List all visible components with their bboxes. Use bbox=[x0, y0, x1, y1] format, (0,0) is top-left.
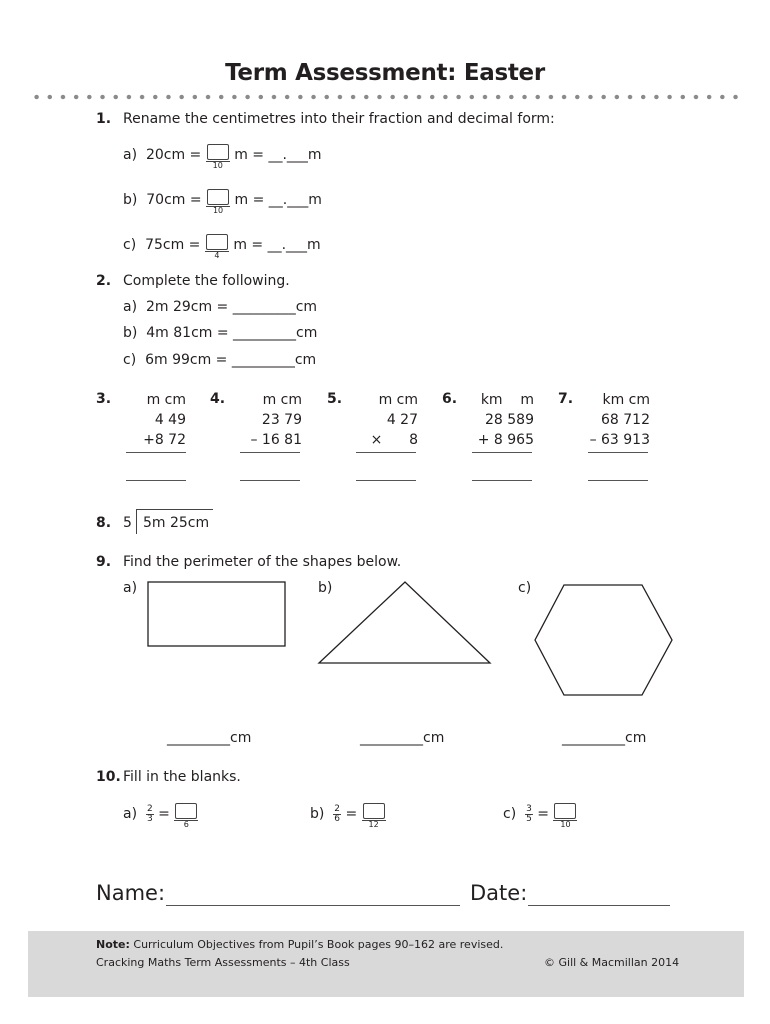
item-label: c) bbox=[123, 237, 137, 253]
q6-number: 6. bbox=[442, 391, 458, 407]
column-header: km m bbox=[480, 392, 534, 408]
note-text: Curriculum Objectives from Pupil’s Book pages 90–162 are revised. bbox=[129, 938, 504, 951]
given-fraction: $\frac{2}{6}$ bbox=[334, 803, 340, 824]
item-label: c) bbox=[123, 352, 137, 368]
q9-answer-a[interactable]: _________cm bbox=[167, 730, 252, 746]
name-field[interactable] bbox=[166, 905, 460, 906]
item-label: a) bbox=[123, 147, 138, 163]
hexagon-shape bbox=[535, 585, 672, 695]
q9-label-c: c) bbox=[518, 580, 532, 596]
footer-copyright: © Gill & Macmillan 2014 bbox=[544, 956, 680, 969]
date-label: Date: bbox=[470, 881, 528, 905]
item-text: 2m 29cm = _________cm bbox=[145, 299, 318, 315]
column-row-1: 4 27 bbox=[386, 412, 418, 428]
fraction-answer-box[interactable]: 6 bbox=[174, 803, 198, 825]
rectangle-shape bbox=[148, 582, 285, 646]
column-row-2: +8 72 bbox=[143, 432, 186, 448]
item-text: 4m 81cm = _________cm bbox=[146, 325, 318, 341]
column-header: m cm bbox=[146, 392, 186, 408]
q2-number: 2. bbox=[96, 273, 112, 289]
q1-prompt: Rename the centimetres into their fraction and decimal form: bbox=[123, 111, 555, 127]
q8-dividend: 5m 25cm bbox=[143, 515, 210, 531]
fraction-answer-box[interactable]: 12 bbox=[362, 803, 386, 825]
q5-number: 5. bbox=[327, 391, 343, 407]
item-label: b) bbox=[123, 325, 138, 341]
q10-item-b: b) $\frac{2}{6}$ = 12 bbox=[310, 803, 386, 825]
fraction-answer-box[interactable]: 10 bbox=[206, 144, 230, 166]
given-fraction: $\frac{3}{5}$ bbox=[526, 803, 532, 824]
column-row-2: – 63 913 bbox=[589, 432, 650, 448]
q9-answer-b[interactable]: _________cm bbox=[360, 730, 445, 746]
item-rhs: m = __.___m bbox=[233, 237, 321, 253]
item-rhs: m = __.___m bbox=[234, 147, 322, 163]
item-lhs: 20cm = bbox=[145, 147, 202, 163]
fraction-answer-box[interactable]: 10 bbox=[553, 803, 577, 825]
q1-number: 1. bbox=[96, 111, 112, 127]
triangle-shape bbox=[319, 582, 490, 663]
item-label: b) bbox=[310, 806, 325, 822]
q9-label-b: b) bbox=[318, 580, 333, 596]
q4-number: 4. bbox=[210, 391, 226, 407]
item-lhs: 70cm = bbox=[146, 192, 202, 208]
item-label: a) bbox=[123, 299, 138, 315]
given-fraction: $\frac{2}{3}$ bbox=[146, 803, 153, 824]
q7-number: 7. bbox=[558, 391, 574, 407]
q10-number: 10. bbox=[96, 769, 121, 785]
page-title: Term Assessment: Easter bbox=[225, 60, 545, 86]
item-label: b) bbox=[123, 192, 138, 208]
q10-item-a: a) $\frac{2}{3}$ = 6 bbox=[123, 803, 198, 825]
q9-prompt: Find the perimeter of the shapes below. bbox=[123, 554, 402, 570]
footer-note bbox=[96, 937, 503, 953]
item-rhs: m = __.___m bbox=[234, 192, 322, 208]
q8-number: 8. bbox=[96, 515, 112, 531]
q8-divisor: 5 bbox=[123, 515, 132, 531]
column-header: m cm bbox=[262, 392, 302, 408]
column-row-2: – 16 81 bbox=[250, 432, 302, 448]
name-label: Name: bbox=[96, 881, 166, 905]
item-label: c) bbox=[503, 806, 517, 822]
column-row-1: 23 79 bbox=[261, 412, 302, 428]
date-field[interactable] bbox=[528, 905, 670, 906]
column-row-1: 4 49 bbox=[154, 412, 186, 428]
q9-number: 9. bbox=[96, 554, 112, 570]
q10-item-c: c) $\frac{3}{5}$ = 10 bbox=[503, 803, 577, 825]
column-header: m cm bbox=[378, 392, 418, 408]
note-label: Note: bbox=[96, 938, 130, 951]
fraction-answer-box[interactable]: 4 bbox=[205, 234, 229, 256]
column-row-1: 28 589 bbox=[485, 412, 534, 428]
footer-series: Cracking Maths Term Assessments – 4th Class bbox=[96, 956, 350, 969]
fraction-answer-box[interactable]: 10 bbox=[206, 189, 230, 211]
column-row-1: 68 712 bbox=[601, 412, 650, 428]
item-text: 6m 99cm = _________cm bbox=[145, 352, 317, 368]
q10-prompt: Fill in the blanks. bbox=[123, 769, 241, 785]
q2-prompt: Complete the following. bbox=[123, 273, 290, 289]
q9-label-a: a) bbox=[123, 580, 138, 596]
column-header: km cm bbox=[602, 392, 650, 408]
item-label: a) bbox=[123, 806, 138, 822]
column-row-2: + 8 965 bbox=[477, 432, 534, 448]
q9-answer-c[interactable]: _________cm bbox=[562, 730, 647, 746]
column-row-2: × 8 bbox=[370, 432, 418, 448]
q3-number: 3. bbox=[96, 391, 112, 407]
item-lhs: 75cm = bbox=[145, 237, 201, 253]
